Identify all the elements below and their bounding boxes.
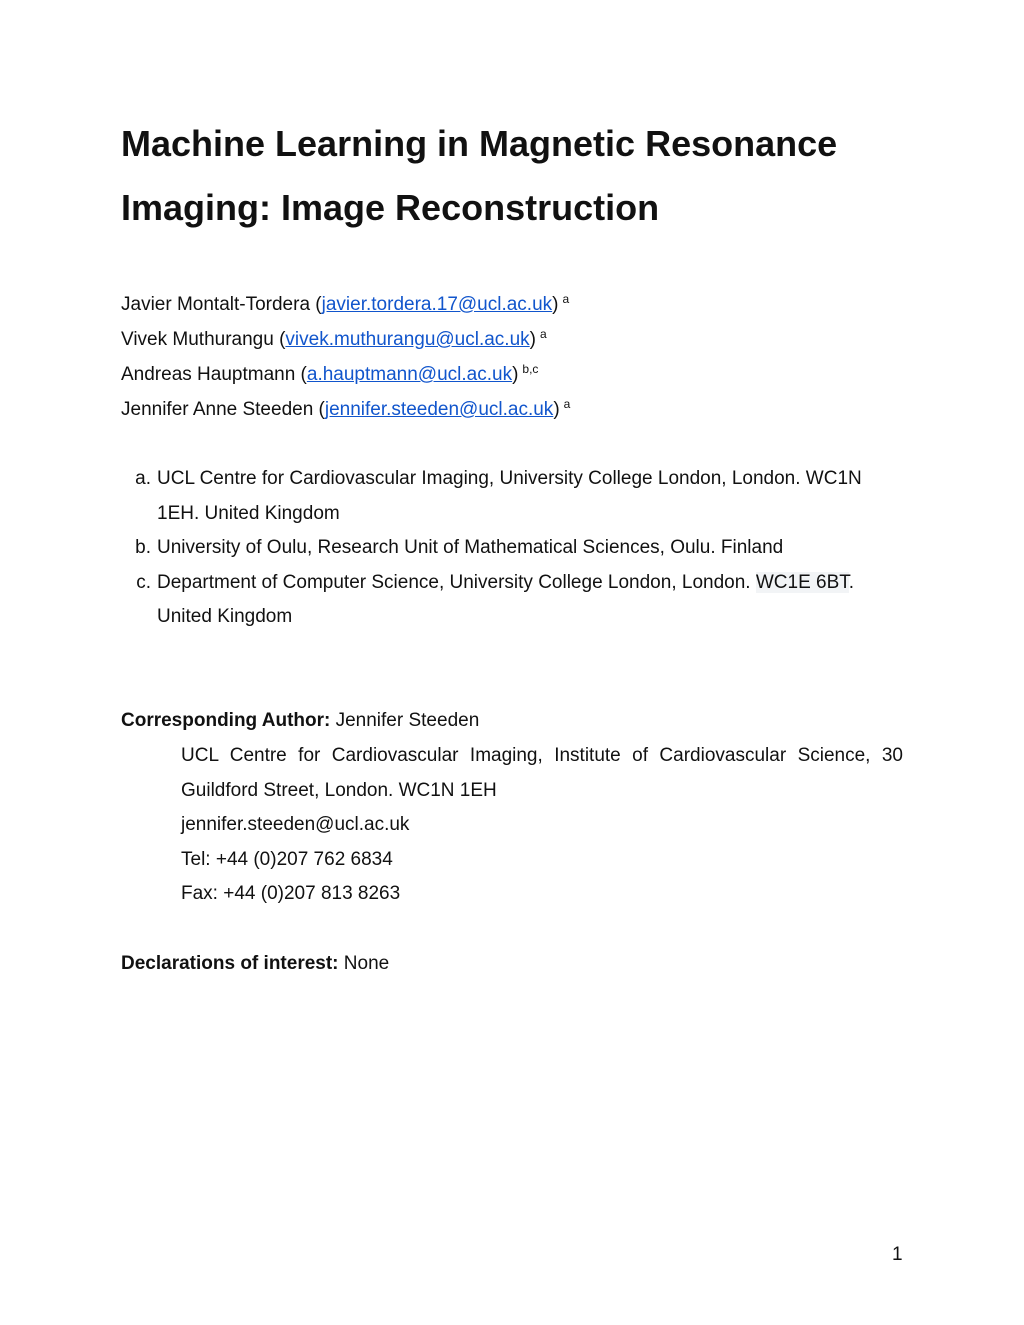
author-line: Vivek Muthurangu (vivek.muthurangu@ucl.ac.uk) $^a$: [121, 327, 547, 350]
author-name: Andreas Hauptmann: [121, 364, 296, 385]
affiliation-text-prefix: Department of Computer Science, University College London, London.: [157, 572, 756, 593]
declarations-value: None: [338, 953, 390, 974]
affiliation-text: 1EH. United Kingdom: [157, 503, 340, 524]
corresponding-author-line: [121, 709, 479, 733]
author-line: Jennifer Anne Steeden (jennifer.steeden@ucl.ac.uk) $^a$: [121, 397, 571, 420]
corresponding-author-label: Corresponding Author:: [121, 710, 331, 731]
author-email-link[interactable]: a.hauptmann@ucl.ac.uk: [306, 364, 513, 385]
author-affiliation-marker: b,c: [522, 362, 539, 376]
corresponding-author-name: Jennifer Steeden: [330, 710, 480, 731]
corresponding-address-line-1: UCL Centre for Cardiovascular Imaging, Institute of Cardiovascular Science, 30: [181, 745, 903, 766]
affiliation-text: [157, 571, 854, 595]
author-affiliation-marker: a: [562, 292, 570, 306]
corresponding-address-line-2: Guildford Street, London. WC1N 1EH: [181, 780, 497, 801]
author-email-link[interactable]: jennifer.steeden@ucl.ac.uk: [324, 399, 554, 420]
affiliation-marker: a.: [135, 468, 151, 489]
page-number: 1: [892, 1244, 903, 1265]
author-line: Andreas Hauptmann (a.hauptmann@ucl.ac.uk) $^{b,c}$: [121, 362, 539, 385]
postcode-highlight: WC1E 6BT: [755, 572, 849, 593]
title-line-2: Imaging: Image Reconstruction: [121, 187, 660, 228]
declarations-label: Declarations of interest:: [121, 953, 339, 974]
author-affiliation-marker: a: [563, 397, 571, 411]
author-line: Javier Montalt-Tordera (javier.tordera.17@ucl.ac.uk) $^a$: [121, 292, 570, 315]
author-name: Jennifer Anne Steeden: [121, 399, 314, 420]
corresponding-fax: Fax: +44 (0)207 813 8263: [181, 883, 401, 904]
affiliation-marker: b.: [135, 537, 151, 558]
declarations-line: [121, 952, 389, 976]
corresponding-tel: Tel: +44 (0)207 762 6834: [181, 849, 393, 870]
paper-title: [121, 112, 921, 240]
affiliation-text: United Kingdom: [157, 606, 293, 627]
author-name: Javier Montalt-Tordera: [121, 294, 311, 315]
affiliation-text: University of Oulu, Research Unit of Mathematical Sciences, Oulu. Finland: [157, 537, 784, 558]
author-email-link[interactable]: javier.tordera.17@ucl.ac.uk: [321, 294, 553, 315]
author-email-link[interactable]: vivek.muthurangu@ucl.ac.uk: [285, 329, 530, 350]
affiliation-marker: c.: [136, 572, 151, 593]
author-name: Vivek Muthurangu: [121, 329, 274, 350]
affiliation-text-suffix: .: [848, 572, 855, 593]
affiliation-text: UCL Centre for Cardiovascular Imaging, University College London, London. WC1N: [157, 468, 862, 489]
author-affiliation-marker: a: [540, 327, 547, 341]
corresponding-email: jennifer.steeden@ucl.ac.uk: [181, 814, 410, 835]
title-line-1: Machine Learning in Magnetic Resonance: [121, 123, 838, 164]
